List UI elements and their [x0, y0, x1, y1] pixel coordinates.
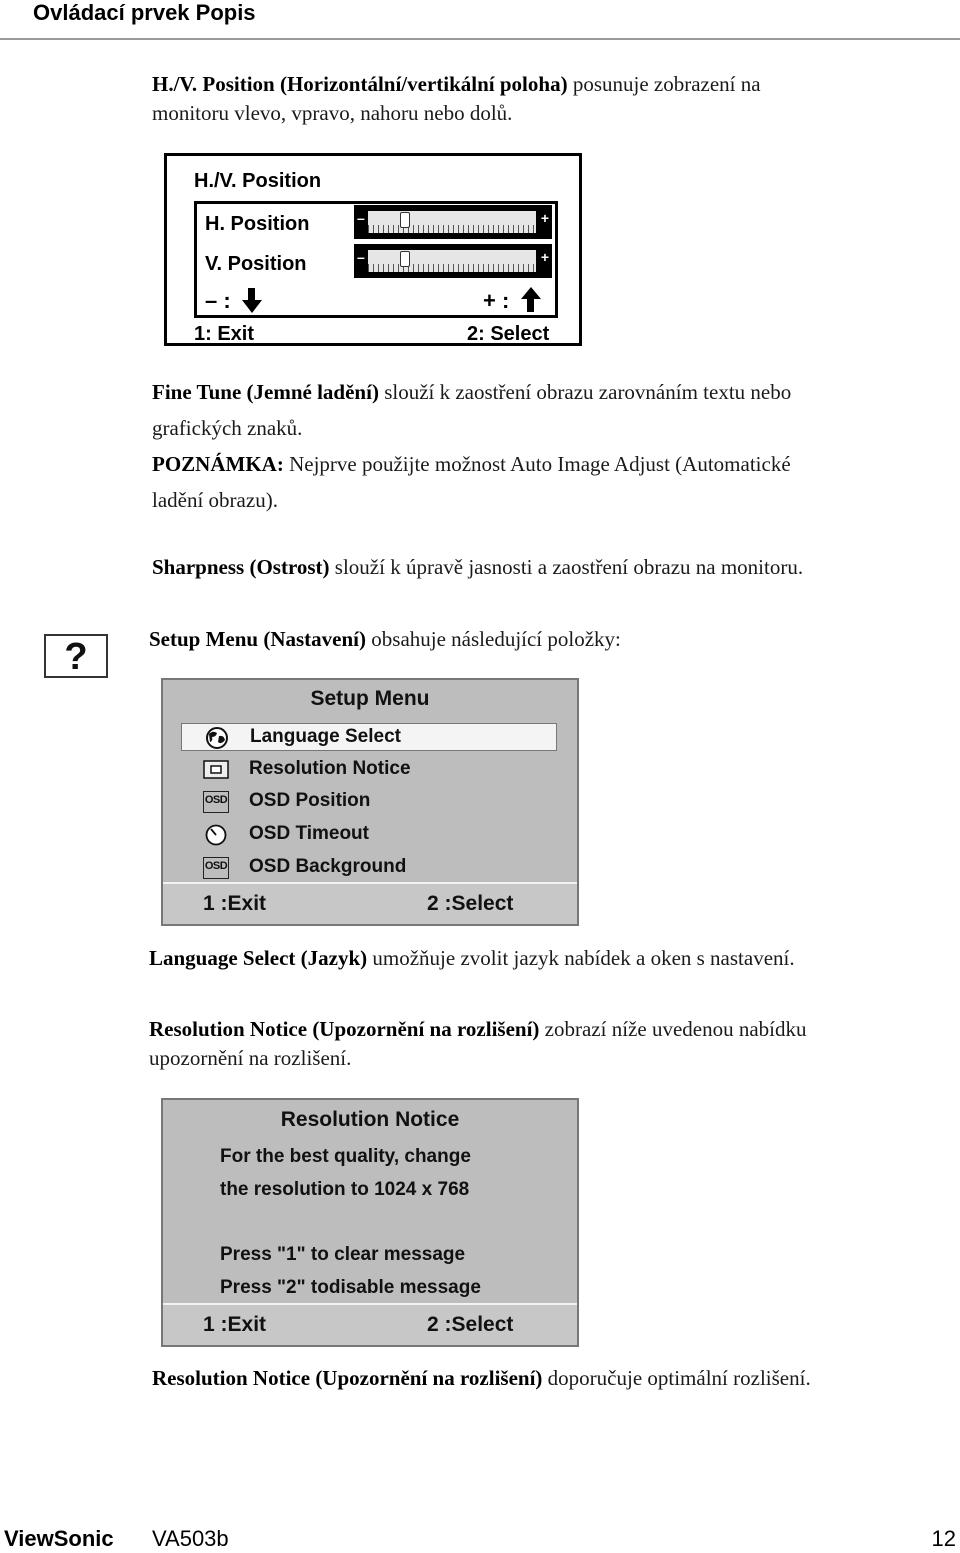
slider-knob[interactable]	[400, 251, 410, 267]
resolution-paragraph	[149, 1015, 954, 1073]
resolution2-desc: doporučuje optimální rozlišení.	[542, 1366, 811, 1390]
arrow-down-icon	[241, 286, 263, 314]
help-icon: ?	[44, 634, 108, 678]
resolution-desc-line2: upozornění na rozlišení.	[149, 1046, 352, 1070]
resolution-notice-osd	[161, 1098, 579, 1347]
menu-item-language-select[interactable]	[181, 723, 557, 751]
footer-model: VA503b	[152, 1526, 229, 1551]
slider-plus: +	[540, 210, 549, 226]
menu-item-resolution-notice[interactable]	[181, 756, 557, 784]
setup-menu-osd	[161, 678, 579, 926]
slider-knob[interactable]	[400, 212, 410, 228]
footer-brand: ViewSonic	[4, 1526, 114, 1551]
page-footer	[0, 1526, 960, 1553]
menu-item-osd-position[interactable]	[181, 788, 557, 816]
fine-tune-paragraph	[152, 374, 942, 446]
fine-tune-term: Fine Tune (Jemné ladění)	[152, 380, 379, 404]
note-term: POZNÁMKA:	[152, 452, 284, 476]
hv-desc-line1: posunuje zobrazení na	[567, 72, 761, 96]
slider-minus: –	[357, 210, 365, 226]
menu-item-osd-timeout[interactable]	[181, 821, 557, 849]
sharpness-term: Sharpness (Ostrost)	[152, 555, 330, 579]
note-desc-line1: Nejprve použijte možnost Auto Image Adjust (Automatické	[283, 452, 791, 476]
arrow-up-icon	[520, 286, 542, 314]
notice-footer	[163, 1303, 577, 1345]
setup-paragraph	[149, 625, 949, 654]
monitor-icon	[203, 759, 229, 781]
osd-title: H./V. Position	[194, 170, 322, 192]
notice-line-2: the resolution to 1024 x 768	[220, 1179, 470, 1200]
menu-item-label: OSD Background	[249, 856, 407, 877]
exit-key: 1 :Exit	[203, 892, 267, 915]
setup-term: Setup Menu (Nastavení)	[149, 627, 367, 651]
resolution-term: Resolution Notice (Upozornění na rozlišení)	[149, 1017, 540, 1041]
exit-key: 1 :Exit	[203, 1313, 267, 1336]
globe-icon	[204, 727, 230, 749]
fine-tune-desc-line2: grafických znaků.	[152, 416, 303, 440]
exit-key: 1: Exit	[194, 323, 255, 345]
setup-menu-title: Setup Menu	[310, 687, 430, 710]
slider-minus: –	[357, 249, 365, 265]
note-paragraph	[152, 446, 942, 518]
select-key: 2 :Select	[427, 1313, 514, 1336]
menu-item-label: OSD Position	[249, 790, 371, 811]
language-paragraph	[149, 944, 954, 973]
h-position-slider[interactable]	[354, 205, 552, 239]
clock-icon	[203, 824, 229, 846]
osd-position-panel	[194, 201, 558, 318]
osd-icon: OSD	[203, 791, 229, 813]
note-desc-line2: ladění obrazu).	[152, 488, 278, 512]
resolution2-term: Resolution Notice (Upozornění na rozlišení)	[152, 1366, 543, 1390]
menu-item-label: OSD Timeout	[249, 823, 369, 844]
select-key: 2 :Select	[427, 892, 514, 915]
hv-position-paragraph	[152, 70, 957, 128]
osd-icon: OSD	[203, 857, 229, 879]
resolution-desc-line1: zobrazí níže uvedenou nabídku	[539, 1017, 807, 1041]
setup-menu-footer	[163, 882, 577, 924]
menu-item-label: Language Select	[250, 726, 401, 747]
fine-tune-desc-line1: slouží k zaostření obrazu zarovnáním textu nebo	[378, 380, 792, 404]
menu-item-osd-background[interactable]	[181, 854, 557, 882]
notice-line-1: For the best quality, change	[220, 1146, 471, 1167]
v-position-slider[interactable]	[354, 244, 552, 278]
select-key: 2: Select	[467, 323, 550, 345]
menu-item-label: Resolution Notice	[249, 758, 411, 779]
hv-position-osd	[164, 153, 582, 346]
resolution-recommend-paragraph	[152, 1364, 957, 1393]
minus-key-label: – :	[205, 288, 231, 313]
language-term: Language Select (Jazyk)	[149, 946, 368, 970]
notice-title: Resolution Notice	[280, 1108, 460, 1131]
page-number: 12	[931, 1526, 956, 1551]
language-desc: umožňuje zvolit jazyk nabídek a oken s nastavení.	[367, 946, 795, 970]
hv-term: H./V. Position (Horizontální/vertikální poloha)	[152, 72, 568, 96]
h-position-label: H. Position	[205, 213, 310, 235]
sharpness-paragraph	[152, 553, 952, 582]
notice-line-4: Press "2" todisable message	[220, 1277, 481, 1298]
slider-plus: +	[540, 249, 549, 265]
setup-desc: obsahuje následující položky:	[366, 627, 621, 651]
header-title: Ovládací prvek Popis	[33, 0, 256, 25]
page-header	[0, 0, 960, 40]
v-position-label: V. Position	[205, 253, 307, 275]
sharpness-desc: slouží k úpravě jasnosti a zaostření obrazu na monitoru.	[329, 555, 804, 579]
plus-key-label: + :	[483, 288, 510, 313]
notice-line-3: Press "1" to clear message	[220, 1244, 466, 1265]
hv-desc-line2: monitoru vlevo, vpravo, nahoru nebo dolů.	[152, 101, 513, 125]
